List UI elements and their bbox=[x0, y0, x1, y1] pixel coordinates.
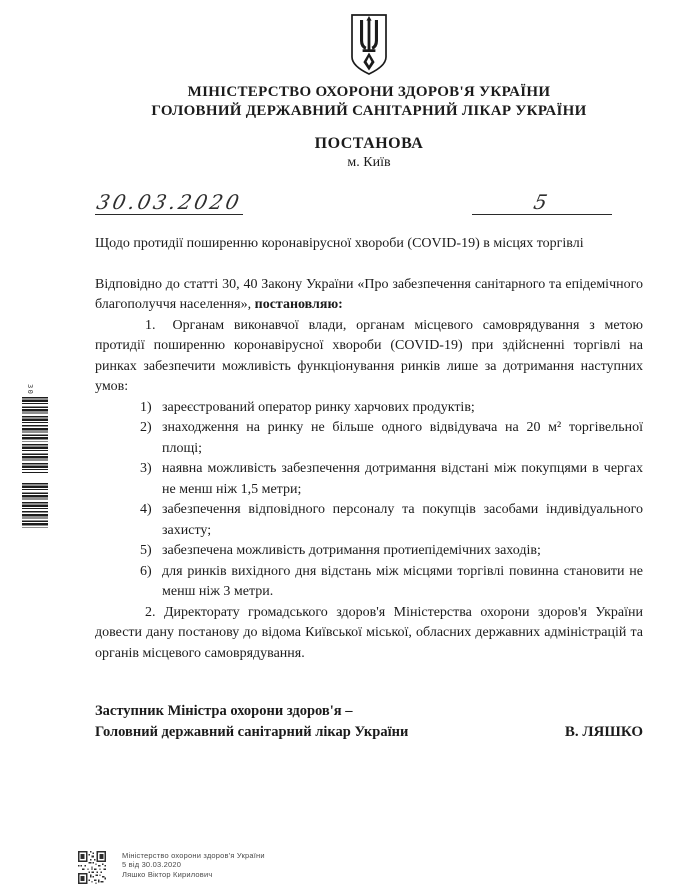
list-item bbox=[140, 541, 643, 562]
list-item-number: 2) bbox=[140, 420, 152, 435]
barcode-bars-lower bbox=[22, 483, 48, 529]
list-item-number: 1) bbox=[140, 399, 152, 415]
city-line: м. Київ bbox=[347, 155, 391, 170]
signer-name: В. ЛЯШКО bbox=[564, 723, 643, 740]
registration-stamp bbox=[78, 851, 265, 884]
signer-title-line2: Головний державний санітарний лікар України bbox=[95, 723, 409, 740]
handwritten-date: 30.03.2020 bbox=[94, 190, 244, 214]
signature-block bbox=[95, 701, 643, 742]
item1-text: Органам виконавчої влади, органам місцевого самоврядування з метою протидії поширенню коронавірусної хвороби (COVID-19) при здійсненні торгівлі на ринках забезпечити можливість функціонування ринків лише за дотримання наступних умов: bbox=[95, 317, 643, 394]
handwritten-number: 5 bbox=[531, 190, 553, 214]
item2-paragraph: 2. Директорату громадського здоров'я Міністерства охорони здоров'я України довести дану постанову до відома Київської міської, обласних державних адміністрацій та органів місцевого самоврядування. bbox=[95, 604, 643, 661]
preamble-text: Відповідно до статті 30, 40 Закону України «Про забезпечення санітарного та епідемічного благополуччя населення», bbox=[95, 276, 643, 312]
preamble-paragraph bbox=[95, 275, 643, 316]
signer-title bbox=[95, 701, 408, 742]
conditions-list bbox=[140, 398, 643, 603]
emblem-container bbox=[95, 0, 643, 77]
list-item-text: наявна можливість забезпечення дотримання відстані між покупцями в чергах не менш ніж 1,5 метри; bbox=[162, 461, 643, 497]
document-number-field bbox=[472, 191, 612, 215]
list-item bbox=[140, 459, 643, 500]
subject-paragraph: Щодо протидії поширенню коронавірусної хвороби (COVID-19) в місцях торгівлі bbox=[95, 236, 584, 251]
list-item bbox=[140, 562, 643, 603]
list-item-text: забезпечена можливість дотримання протиепідемічних заходів; bbox=[162, 543, 541, 558]
chief-sanitary-doctor-title: ГОЛОВНИЙ ДЕРЖАВНИЙ САНІТАРНИЙ ЛІКАР УКРАЇНИ bbox=[151, 103, 587, 119]
list-item bbox=[140, 398, 643, 419]
date-field bbox=[95, 191, 243, 215]
list-item-text: для ринків вихідного дня відстань між місцями торгівлі повинна становити не менш ніж 3 метри. bbox=[162, 563, 643, 599]
date-number-row bbox=[95, 173, 643, 219]
item1-number: 1. bbox=[145, 317, 156, 333]
ministry-title: МІНІСТЕРСТВО ОХОРОНИ ЗДОРОВ'Я УКРАЇНИ bbox=[187, 84, 551, 100]
list-item-text: забезпечення відповідного персоналу та покупців засобами індивідуального захисту; bbox=[162, 502, 643, 538]
resolve-word: постановляю: bbox=[254, 297, 343, 312]
stamp-text bbox=[122, 851, 265, 879]
list-item bbox=[140, 418, 643, 459]
list-item-number: 4) bbox=[140, 502, 152, 517]
stamp-signer-line: Ляшко Віктор Кирилович bbox=[122, 869, 213, 879]
barcode-bars-upper bbox=[22, 397, 48, 473]
barcode bbox=[13, 382, 49, 542]
list-item bbox=[140, 500, 643, 541]
list-item-number: 5) bbox=[140, 543, 152, 558]
list-item-number: 6) bbox=[140, 563, 152, 579]
qr-code-icon bbox=[78, 851, 106, 884]
ukraine-trident-emblem bbox=[348, 13, 390, 77]
list-item-number: 3) bbox=[140, 461, 152, 476]
list-item-text: знаходження на ринку не більше одного відвідувача на 20 м² торгівельної площі; bbox=[162, 420, 643, 456]
stamp-org-line: Міністерство охорони здоров'я України bbox=[122, 851, 265, 860]
stamp-number-date-line: 5 від 30.03.2020 bbox=[122, 860, 182, 870]
signer-title-line1: Заступник Міністра охорони здоров'я – bbox=[95, 703, 353, 719]
list-item-text: зареєстрований оператор ринку харчових продуктів; bbox=[162, 399, 475, 415]
item1-paragraph bbox=[95, 316, 643, 398]
document-type-heading: ПОСТАНОВА bbox=[314, 135, 424, 152]
